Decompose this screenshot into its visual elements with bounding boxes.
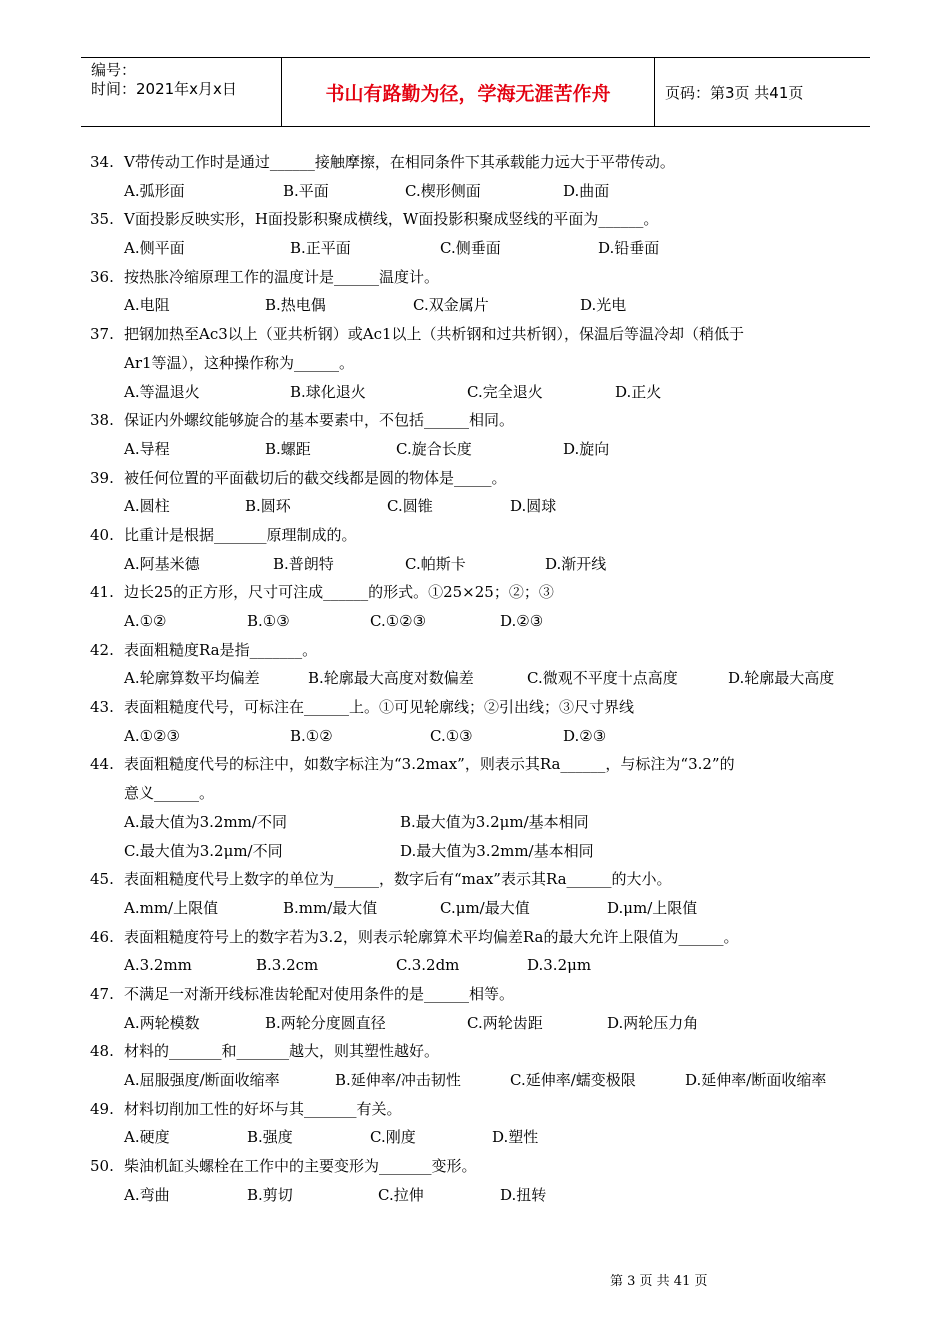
question-text bbox=[90, 148, 870, 177]
answer-option: D.铅垂面 bbox=[598, 239, 660, 258]
option-row bbox=[90, 234, 870, 263]
option-row bbox=[90, 378, 870, 407]
question-number: 42. bbox=[90, 640, 114, 659]
answer-option: B.热电偶 bbox=[265, 296, 326, 315]
answer-option: D.②③ bbox=[563, 726, 607, 745]
answer-option: C.侧垂面 bbox=[440, 239, 501, 258]
question-stem: 被任何位置的平面截切后的截交线都是圆的物体是_____。 bbox=[124, 468, 507, 487]
question-number: 49. bbox=[90, 1099, 114, 1118]
question-text-continued bbox=[90, 779, 870, 808]
answer-option: B.3.2cm bbox=[256, 956, 319, 975]
option-row bbox=[90, 894, 870, 923]
answer-option: C.刚度 bbox=[370, 1128, 416, 1147]
answer-option: D.两轮压力角 bbox=[607, 1013, 699, 1032]
answer-option: C.旋合长度 bbox=[396, 439, 472, 458]
answer-option: A.圆柱 bbox=[124, 497, 170, 516]
answer-option: D.μm/上限值 bbox=[607, 898, 698, 917]
option-row bbox=[90, 808, 870, 837]
question-stem: 表面粗糙度符号上的数字若为3.2，则表示轮廓算术平均偏差Ra的最大允许上限值为______。 bbox=[124, 927, 739, 946]
page-header bbox=[81, 57, 870, 127]
answer-option: B.mm/最大值 bbox=[283, 898, 378, 917]
question-text bbox=[90, 320, 870, 349]
answer-option: C.最大值为3.2μm/不同 bbox=[124, 841, 283, 860]
option-row bbox=[90, 492, 870, 521]
answer-option: B.圆环 bbox=[245, 497, 291, 516]
answer-option: A.①②③ bbox=[124, 726, 180, 745]
option-row bbox=[90, 722, 870, 751]
answer-option: A.弯曲 bbox=[124, 1185, 170, 1204]
answer-option: D.轮廓最大高度 bbox=[728, 669, 835, 688]
answer-option: D.圆球 bbox=[510, 497, 557, 516]
answer-option: D.曲面 bbox=[563, 181, 610, 200]
answer-option: C.3.2dm bbox=[396, 956, 460, 975]
question-text bbox=[90, 693, 870, 722]
answer-option: A.导程 bbox=[124, 439, 170, 458]
option-row bbox=[90, 550, 870, 579]
question-number: 45. bbox=[90, 870, 114, 889]
question-text-continued bbox=[90, 349, 870, 378]
answer-option: C.拉伸 bbox=[378, 1185, 424, 1204]
answer-option: B.①③ bbox=[247, 612, 290, 630]
answer-option: D.②③ bbox=[500, 612, 544, 630]
answer-option: A.等温退火 bbox=[124, 382, 200, 401]
answer-option: A.电阻 bbox=[124, 296, 170, 315]
answer-option: A.阿基米德 bbox=[124, 554, 200, 573]
answer-option: B.轮廓最大高度对数偏差 bbox=[308, 669, 474, 688]
answer-option: A.3.2mm bbox=[124, 956, 192, 975]
answer-option: B.平面 bbox=[283, 181, 329, 200]
question-stem: 不满足一对渐开线标准齿轮配对使用条件的是______相等。 bbox=[124, 984, 515, 1003]
answer-option: B.螺距 bbox=[265, 439, 311, 458]
question-text bbox=[90, 865, 870, 894]
question-number: 47. bbox=[90, 984, 114, 1003]
question-number: 46. bbox=[90, 927, 114, 946]
document-time-label: 时间：2021年x月x日 bbox=[91, 80, 237, 98]
question-stem: 保证内外螺纹能够旋合的基本要素中，不包括______相同。 bbox=[124, 411, 515, 430]
answer-option: B.最大值为3.2μm/基本相同 bbox=[400, 812, 589, 831]
question-text bbox=[90, 205, 870, 234]
question-number: 48. bbox=[90, 1042, 114, 1061]
question-number: 36. bbox=[90, 267, 114, 286]
option-row bbox=[90, 607, 870, 636]
question-stem: V面投影反映实形，H面投影积聚成横线，W面投影积聚成竖线的平面为______。 bbox=[124, 210, 659, 229]
question-number: 44. bbox=[90, 755, 114, 774]
answer-option: C.①③ bbox=[430, 726, 473, 745]
answer-option: D.扭转 bbox=[500, 1185, 547, 1204]
header-page-info: 页码：第3页 共41页 bbox=[665, 83, 804, 102]
answer-option: C.圆锥 bbox=[387, 497, 433, 516]
answer-option: B.两轮分度圆直径 bbox=[265, 1013, 386, 1032]
answer-option: D.旋向 bbox=[563, 439, 610, 458]
answer-option: C.楔形侧面 bbox=[405, 181, 481, 200]
question-text bbox=[90, 923, 870, 952]
answer-option: C.延伸率/蠕变极限 bbox=[510, 1071, 636, 1089]
answer-option: A.屈服强度/断面收缩率 bbox=[124, 1071, 280, 1089]
question-stem: V带传动工作时是通过______接触摩擦，在相同条件下其承载能力远大于平带传动。 bbox=[124, 153, 675, 171]
answer-option: A.两轮模数 bbox=[124, 1013, 200, 1032]
option-row bbox=[90, 951, 870, 980]
answer-option: C.双金属片 bbox=[413, 296, 489, 315]
option-row bbox=[90, 291, 870, 320]
question-text bbox=[90, 1095, 870, 1124]
answer-option: C.μm/最大值 bbox=[440, 898, 530, 917]
question-stem: 表面粗糙度代号，可标注在______上。①可见轮廓线；②引出线；③尺寸界线 bbox=[124, 698, 635, 717]
answer-option: B.剪切 bbox=[247, 1185, 293, 1204]
question-number: 39. bbox=[90, 468, 114, 487]
question-number: 38. bbox=[90, 411, 114, 430]
answer-option: A.轮廓算数平均偏差 bbox=[124, 669, 260, 688]
answer-option: D.最大值为3.2mm/基本相同 bbox=[400, 841, 594, 860]
option-row bbox=[90, 1181, 870, 1210]
question-list bbox=[90, 148, 870, 1209]
question-number: 37. bbox=[90, 325, 114, 344]
answer-option: B.①② bbox=[290, 726, 333, 745]
question-stem: 表面粗糙度代号的标注中，如数字标注为“3.2max”，则表示其Ra______，与标注为“3.2”的 bbox=[124, 755, 735, 774]
answer-option: B.强度 bbox=[247, 1128, 293, 1147]
answer-option: B.延伸率/冲击韧性 bbox=[335, 1071, 461, 1089]
option-row bbox=[90, 1123, 870, 1152]
question-stem: Ar1等温），这种操作称为______。 bbox=[124, 353, 355, 372]
answer-option: D.延伸率/断面收缩率 bbox=[685, 1071, 827, 1089]
option-row bbox=[90, 435, 870, 464]
header-meta bbox=[81, 58, 282, 126]
question-number: 40. bbox=[90, 525, 114, 544]
question-stem: 材料的_______和_______越大，则其塑性越好。 bbox=[124, 1042, 440, 1061]
answer-option: A.弧形面 bbox=[124, 181, 185, 200]
question-stem: 材料切削加工性的好坏与其_______有关。 bbox=[124, 1099, 402, 1118]
answer-option: B.正平面 bbox=[290, 239, 351, 258]
answer-option: C.帕斯卡 bbox=[405, 554, 466, 573]
question-text bbox=[90, 1152, 870, 1181]
question-text bbox=[90, 521, 870, 550]
answer-option: C.完全退火 bbox=[467, 382, 543, 401]
question-number: 50. bbox=[90, 1157, 114, 1176]
answer-option: A.侧平面 bbox=[124, 239, 185, 258]
question-stem: 把钢加热至Ac3以上（亚共析钢）或Ac1以上（共析钢和过共析钢），保温后等温冷却（稍低于 bbox=[124, 325, 745, 344]
question-number: 41. bbox=[90, 583, 114, 602]
answer-option: C.①②③ bbox=[370, 612, 427, 630]
question-text bbox=[90, 636, 870, 665]
answer-option: A.最大值为3.2mm/不同 bbox=[124, 812, 287, 831]
question-text bbox=[90, 406, 870, 435]
question-number: 35. bbox=[90, 210, 114, 229]
question-number: 43. bbox=[90, 698, 114, 717]
option-row bbox=[90, 837, 870, 866]
header-motto: 书山有路勤为径，学海无涯苦作舟 bbox=[282, 58, 655, 126]
question-stem: 表面粗糙度Ra是指_______。 bbox=[124, 640, 318, 659]
question-stem: 边长25的正方形，尺寸可注成______的形式。①25×25；②；③ bbox=[124, 583, 554, 602]
question-text bbox=[90, 464, 870, 493]
option-row bbox=[90, 664, 870, 693]
answer-option: D.3.2μm bbox=[527, 956, 592, 975]
option-row bbox=[90, 1066, 870, 1095]
answer-option: D.光电 bbox=[580, 296, 627, 315]
question-stem: 柴油机缸头螺栓在工作中的主要变形为_______变形。 bbox=[124, 1157, 477, 1176]
question-text bbox=[90, 1037, 870, 1066]
answer-option: C.微观不平度十点高度 bbox=[527, 669, 678, 688]
document-number-label: 编号： bbox=[91, 61, 137, 79]
question-text bbox=[90, 263, 870, 292]
question-text bbox=[90, 750, 870, 779]
option-row bbox=[90, 1009, 870, 1038]
question-text bbox=[90, 980, 870, 1009]
question-number: 34. bbox=[90, 153, 114, 171]
answer-option: D.渐开线 bbox=[545, 554, 607, 573]
question-stem: 表面粗糙度代号上数字的单位为______，数字后有“max”表示其Ra______的大小。 bbox=[124, 870, 672, 889]
question-stem: 意义______。 bbox=[124, 784, 215, 803]
answer-option: B.球化退火 bbox=[290, 382, 366, 401]
answer-option: D.正火 bbox=[615, 382, 662, 401]
answer-option: D.塑性 bbox=[492, 1128, 539, 1147]
answer-option: C.两轮齿距 bbox=[467, 1013, 543, 1032]
option-row bbox=[90, 177, 870, 206]
page-footer: 第 3 页 共 41 页 bbox=[610, 1274, 708, 1289]
answer-option: A.硬度 bbox=[124, 1128, 170, 1147]
question-stem: 按热胀冷缩原理工作的温度计是______温度计。 bbox=[124, 267, 440, 286]
question-text bbox=[90, 578, 870, 607]
answer-option: A.①② bbox=[124, 612, 167, 630]
answer-option: A.mm/上限值 bbox=[124, 898, 219, 917]
question-stem: 比重计是根据_______原理制成的。 bbox=[124, 525, 357, 544]
answer-option: B.普朗特 bbox=[273, 554, 334, 573]
